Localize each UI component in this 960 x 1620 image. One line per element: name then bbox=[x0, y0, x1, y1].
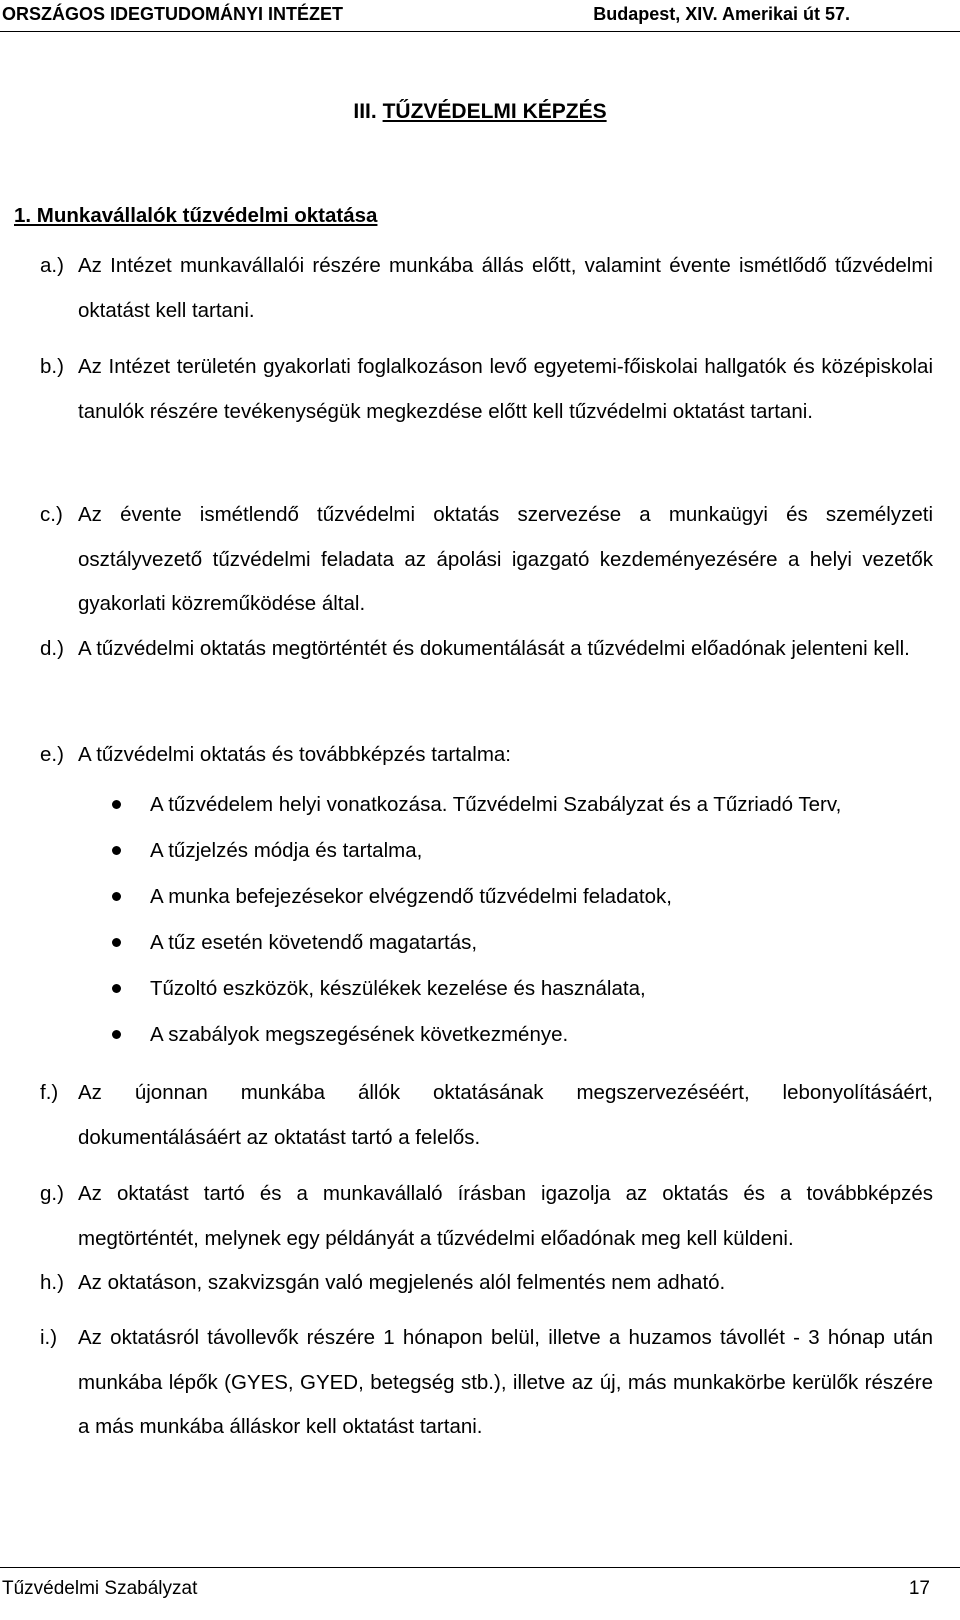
header-address: Budapest, XIV. Amerikai út 57. bbox=[593, 4, 850, 24]
list-item-h bbox=[40, 1261, 933, 1306]
list-item-f bbox=[40, 1071, 933, 1160]
item-letter: c.) bbox=[40, 503, 63, 526]
item-text: Az Intézet területén gyakorlati foglalkozáson levő egyetemi-főiskolai hallgatók és középiskolai tanulók részére tevékenységük megkezdése előtt kell tűzvédelmi oktatást tartani. bbox=[78, 355, 933, 423]
list-item-i bbox=[40, 1316, 933, 1450]
page-header bbox=[0, 0, 960, 32]
bullet-icon bbox=[112, 1030, 121, 1039]
list-item-g bbox=[40, 1172, 933, 1261]
list-item-d bbox=[40, 627, 933, 672]
bullet-item: A tűzjelzés módja és tartalma, bbox=[112, 828, 932, 874]
item-text: Az oktatásról távollevők részére 1 hónapon belül, illetve a huzamos távollét - 3 hónap után munkába lépők (GYES, GYED, betegség stb.), illetve az új, más munkakörbe kerülők részére a más munkába álláskor kell oktatást tartani. bbox=[78, 1326, 933, 1438]
bullet-item: A tűzvédelem helyi vonatkozása. Tűzvédelmi Szabályzat és a Tűzriadó Terv, bbox=[112, 782, 932, 828]
footer-title: Tűzvédelmi Szabályzat bbox=[2, 1578, 198, 1599]
section-heading: TŰZVÉDELMI KÉPZÉS bbox=[382, 100, 607, 123]
item-letter: b.) bbox=[40, 355, 64, 378]
list-item-c bbox=[40, 493, 933, 627]
bullet-item: A munka befejezésekor elvégzendő tűzvédelmi feladatok, bbox=[112, 874, 932, 920]
item-letter: i.) bbox=[40, 1326, 58, 1349]
bullet-icon bbox=[112, 800, 121, 809]
item-text: Az újonnan munkába állók oktatásának megszervezéséért, lebonyolításáért, dokumentálásáért az oktatást tartó a felelős. bbox=[78, 1081, 933, 1149]
bullet-list bbox=[112, 782, 932, 1058]
item-text: Az oktatáson, szakvizsgán való megjelenés alól felmentés nem adható. bbox=[78, 1271, 726, 1294]
bullet-icon bbox=[112, 892, 121, 901]
bullet-item: A tűz esetén követendő magatartás, bbox=[112, 920, 932, 966]
page-number: 17 bbox=[908, 1578, 930, 1599]
bullet-item: Tűzoltó eszközök, készülékek kezelése és használata, bbox=[112, 966, 932, 1012]
bullet-item: A szabályok megszegésének következménye. bbox=[112, 1012, 932, 1058]
item-letter: d.) bbox=[40, 637, 64, 660]
item-text: Az Intézet munkavállalói részére munkába állás előtt, valamint évente ismétlődő tűzvédelmi oktatást kell tartani. bbox=[78, 254, 933, 322]
item-letter: g.) bbox=[40, 1182, 64, 1205]
bullet-icon bbox=[112, 984, 121, 993]
item-text: Az évente ismétlendő tűzvédelmi oktatás szervezése a munkaügyi és személyzeti osztályvezető tűzvédelmi feladata az ápolási igazgató kezdeményezésére a helyi vezetők gyakorlati közreműködése által. bbox=[78, 503, 933, 615]
page-footer bbox=[0, 1567, 960, 1620]
item-letter: a.) bbox=[40, 254, 64, 277]
item-letter: f.) bbox=[40, 1081, 59, 1104]
list-item-a bbox=[40, 244, 933, 333]
item-text: A tűzvédelmi oktatás megtörténtét és dokumentálását a tűzvédelmi előadónak jelenteni kell. bbox=[78, 637, 910, 660]
section-title bbox=[0, 100, 960, 124]
section-number: III. bbox=[353, 100, 377, 123]
item-letter: e.) bbox=[40, 743, 64, 766]
bullet-icon bbox=[112, 938, 121, 947]
list-item-b bbox=[40, 345, 933, 434]
item-letter: h.) bbox=[40, 1271, 64, 1294]
list-item-e bbox=[40, 733, 933, 778]
header-institution: ORSZÁGOS IDEGTUDOMÁNYI INTÉZET bbox=[2, 4, 344, 24]
item-text: Az oktatást tartó és a munkavállaló írásban igazolja az oktatás és a továbbképzés megtörténtét, melynek egy példányát a tűzvédelmi előadónak meg kell küldeni. bbox=[78, 1182, 933, 1250]
subsection-title: 1. Munkavállalók tűzvédelmi oktatása bbox=[14, 204, 378, 227]
item-text: A tűzvédelmi oktatás és továbbképzés tartalma: bbox=[78, 743, 512, 766]
bullet-icon bbox=[112, 846, 121, 855]
